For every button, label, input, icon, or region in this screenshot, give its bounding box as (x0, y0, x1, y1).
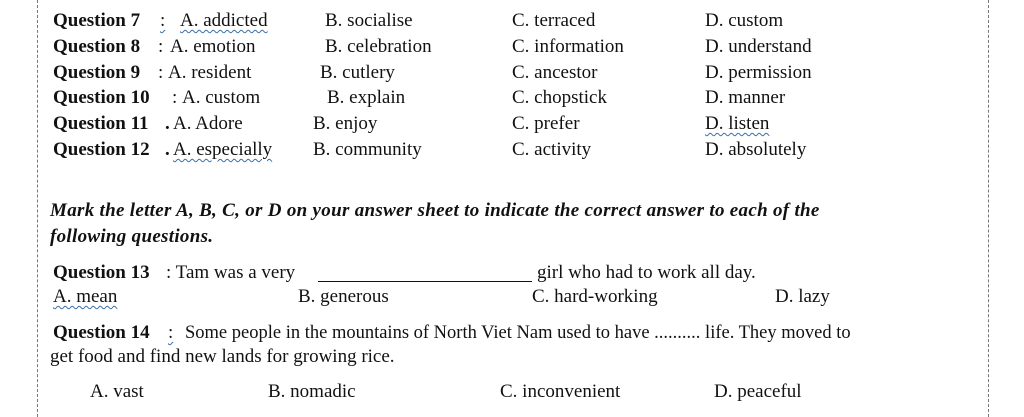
question-7-label: Question 7 (53, 10, 141, 31)
question-8-option-a: A. emotion (170, 36, 256, 57)
question-11-option-a: A. Adore (173, 113, 243, 134)
question-13-option-d: D. lazy (775, 286, 830, 307)
question-14-option-d: D. peaceful (714, 381, 802, 402)
question-12-row (0, 139, 1024, 163)
question-12-option-d: D. absolutely (705, 139, 807, 160)
question-12-option-b: B. community (313, 139, 422, 160)
question-11-label: Question 11 (53, 113, 149, 134)
question-7-option-d: D. custom (705, 10, 784, 31)
question-7-sep: : (160, 10, 166, 31)
question-14-stem-line-2: get food and find new lands for growing rice. (50, 346, 395, 367)
question-11-sep: . (165, 113, 170, 134)
question-10-row (0, 87, 1024, 111)
question-13-option-c: C. hard-working (532, 286, 658, 307)
question-9-option-b: B. cutlery (320, 62, 395, 83)
question-11-row (0, 113, 1024, 137)
question-8-label: Question 8 (53, 36, 141, 57)
question-12-option-c: C. activity (512, 139, 592, 160)
question-14-label: Question 14 (53, 322, 150, 343)
question-12-sep: . (165, 139, 170, 160)
question-8-sep: : (158, 36, 164, 57)
question-8-option-d: D. understand (705, 36, 812, 57)
question-14-stem-line-1: Some people in the mountains of North Viet Nam used to have .......... life. They moved to (185, 323, 851, 343)
question-13-answer-blank (318, 281, 532, 282)
question-10-sep: : (172, 87, 178, 108)
question-7-row (0, 10, 1024, 34)
question-13-stem-start: : Tam was a very (166, 262, 296, 283)
question-13-stem-end: girl who had to work all day. (537, 262, 756, 283)
question-12-label: Question 12 (53, 139, 150, 160)
question-9-option-d: D. permission (705, 62, 812, 83)
question-14-sep: : (168, 322, 174, 343)
question-7-option-a: A. addicted (180, 10, 268, 31)
question-10-label: Question 10 (53, 87, 150, 108)
question-7-option-c: C. terraced (512, 10, 596, 31)
question-10-option-c: C. chopstick (512, 87, 607, 108)
question-9-sep: : (158, 62, 164, 83)
question-14-option-c: C. inconvenient (500, 381, 621, 402)
question-10-option-d: D. manner (705, 87, 786, 108)
question-11-option-d: D. listen (705, 113, 770, 134)
question-8-row (0, 36, 1024, 60)
question-11-option-c: C. prefer (512, 113, 580, 134)
question-8-option-c: C. information (512, 36, 624, 57)
question-9-option-c: C. ancestor (512, 62, 598, 83)
question-13-label: Question 13 (53, 262, 150, 283)
instruction-line-1: Mark the letter A, B, C, or D on your answer sheet to indicate the correct answer to each of the (50, 200, 820, 221)
instruction-line-2: following questions. (50, 226, 214, 247)
question-9-label: Question 9 (53, 62, 141, 83)
question-11-option-b: B. enjoy (313, 113, 378, 134)
question-14-option-b: B. nomadic (268, 381, 356, 402)
question-12-option-a: A. especially (173, 139, 273, 160)
question-13-option-b: B. generous (298, 286, 389, 307)
question-10-option-b: B. explain (327, 87, 406, 108)
question-14-option-a: A. vast (90, 381, 144, 402)
question-9-option-a: A. resident (168, 62, 252, 83)
question-10-option-a: A. custom (182, 87, 261, 108)
question-9-row (0, 62, 1024, 86)
question-7-option-b: B. socialise (325, 10, 413, 31)
question-8-option-b: B. celebration (325, 36, 432, 57)
question-13-option-a: A. mean (53, 286, 118, 307)
